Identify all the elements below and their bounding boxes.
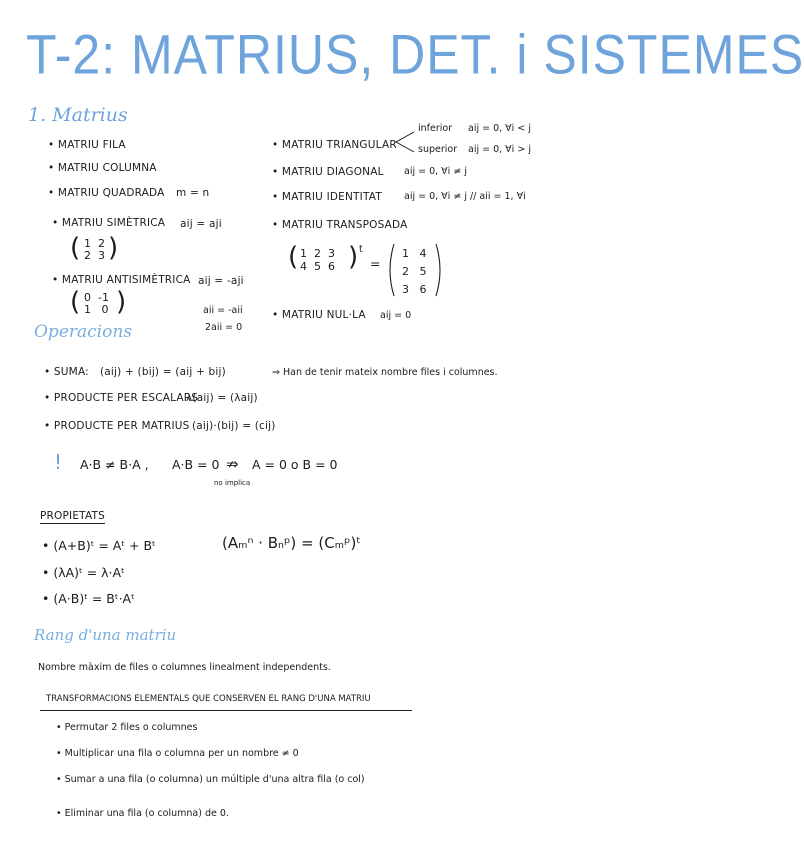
warning-no-implica: no implica [214, 479, 251, 487]
op-suma-expr: (aij) + (bij) = (aij + bij) [100, 366, 226, 378]
warning-noncommutative: A·B ≠ B·A , [80, 457, 149, 472]
rang-item-2: • Multiplicar una fila o columna per un nombre ≠ 0 [56, 748, 299, 759]
warning-conclusion: A = 0 o B = 0 [252, 457, 338, 472]
item-matriu-quadrada: • MATRIU QUADRADA [48, 187, 165, 199]
note-antisimetrica: aij = -aji [198, 275, 244, 287]
item-matriu-simetrica: • MATRIU SIMÈTRICA [52, 217, 166, 229]
note-aii: aii = -aii [203, 305, 243, 316]
item-matriu-nulla: • MATRIU NUL·LA [272, 309, 366, 321]
label-inferior: inferior [418, 123, 453, 134]
propietats-heading: PROPIETATS [40, 510, 105, 522]
divider [40, 710, 412, 711]
matrix-antisimetrica: ( 0 -1 1 0 ) [70, 287, 127, 317]
item-matriu-diagonal: • MATRIU DIAGONAL [272, 166, 384, 178]
cond-diagonal: aij = 0, ∀i ≠ j [404, 166, 467, 177]
note-2aii: 2aii = 0 [205, 322, 243, 333]
op-escalars-expr: λ(aij) = (λaij) [186, 392, 258, 404]
note-m-equals-n: m = n [176, 187, 210, 199]
rang-item-4: • Eliminar una fila (o columna) de 0. [56, 808, 229, 819]
op-matrius-expr: (aij)·(bij) = (cij) [192, 420, 276, 432]
warning-icon: ! [54, 450, 63, 474]
prop-product-transpose: • (A·B)ᵗ = Bᵗ·Aᵗ [42, 591, 135, 606]
rang-transformations-heading: TRANSFORMACIONS ELEMENTALS QUE CONSERVEN EL RANG D'UNA MATRIU [46, 694, 371, 704]
op-suma-note: ⇒ Han de tenir mateix nombre files i columnes. [272, 367, 498, 378]
rang-item-3: • Sumar a una fila (o columna) un múltiple d'una altra fila (o col) [56, 774, 365, 785]
note-simetrica: aij = aji [180, 218, 222, 230]
page-title: T-2: MATRIUS, DET. i SISTEMES [26, 23, 804, 86]
transpose-example: ( 1 2 3 4 5 6 ) t = 1 4 2 5 3 6 [288, 246, 468, 298]
item-matriu-columna: • MATRIU COLUMNA [48, 162, 157, 174]
section-heading-matrius: 1. Matrius [28, 104, 128, 126]
rang-definition: Nombre màxim de files o columnes linealment independents. [38, 662, 331, 673]
item-matriu-triangular: • MATRIU TRIANGULAR [272, 139, 397, 151]
cond-inferior: aij = 0, ∀i < j [468, 123, 531, 134]
section-heading-rang: Rang d'una matriu [34, 626, 177, 644]
dims-rule: (Aₘⁿ · Bₙᵖ) = (Cₘᵖ)ᵗ [222, 534, 361, 552]
item-matriu-antisimetrica: • MATRIU ANTISIMÈTRICA [52, 274, 191, 286]
item-matriu-transposada: • MATRIU TRANSPOSADA [272, 219, 408, 231]
prop-sum-transpose: • (A+B)ᵗ = Aᵗ + Bᵗ [42, 538, 156, 553]
cond-nulla: aij = 0 [380, 310, 412, 321]
item-matriu-fila: • MATRIU FILA [48, 139, 126, 151]
label-superior: superior [418, 144, 458, 155]
warning-product-zero: A·B = 0 [172, 457, 220, 472]
item-matriu-identitat: • MATRIU IDENTITAT [272, 191, 382, 203]
matrix-simetrica: ( 1 2 2 3 ) [70, 233, 119, 263]
op-matrius-label: • PRODUCTE PER MATRIUS [44, 420, 190, 432]
cond-superior: aij = 0, ∀i > j [468, 144, 531, 155]
op-escalars-label: • PRODUCTE PER ESCALARS [44, 392, 199, 404]
brace-icon [392, 128, 416, 156]
op-suma-label: • SUMA: [44, 366, 89, 378]
cond-identitat: aij = 0, ∀i ≠ j // aii = 1, ∀i [404, 191, 526, 202]
rang-item-1: • Permutar 2 files o columnes [56, 722, 198, 733]
prop-scalar-transpose: • (λA)ᵗ = λ·Aᵗ [42, 565, 125, 580]
not-implies-icon: ⇏ [226, 455, 239, 473]
section-heading-operacions: Operacions [34, 322, 133, 342]
